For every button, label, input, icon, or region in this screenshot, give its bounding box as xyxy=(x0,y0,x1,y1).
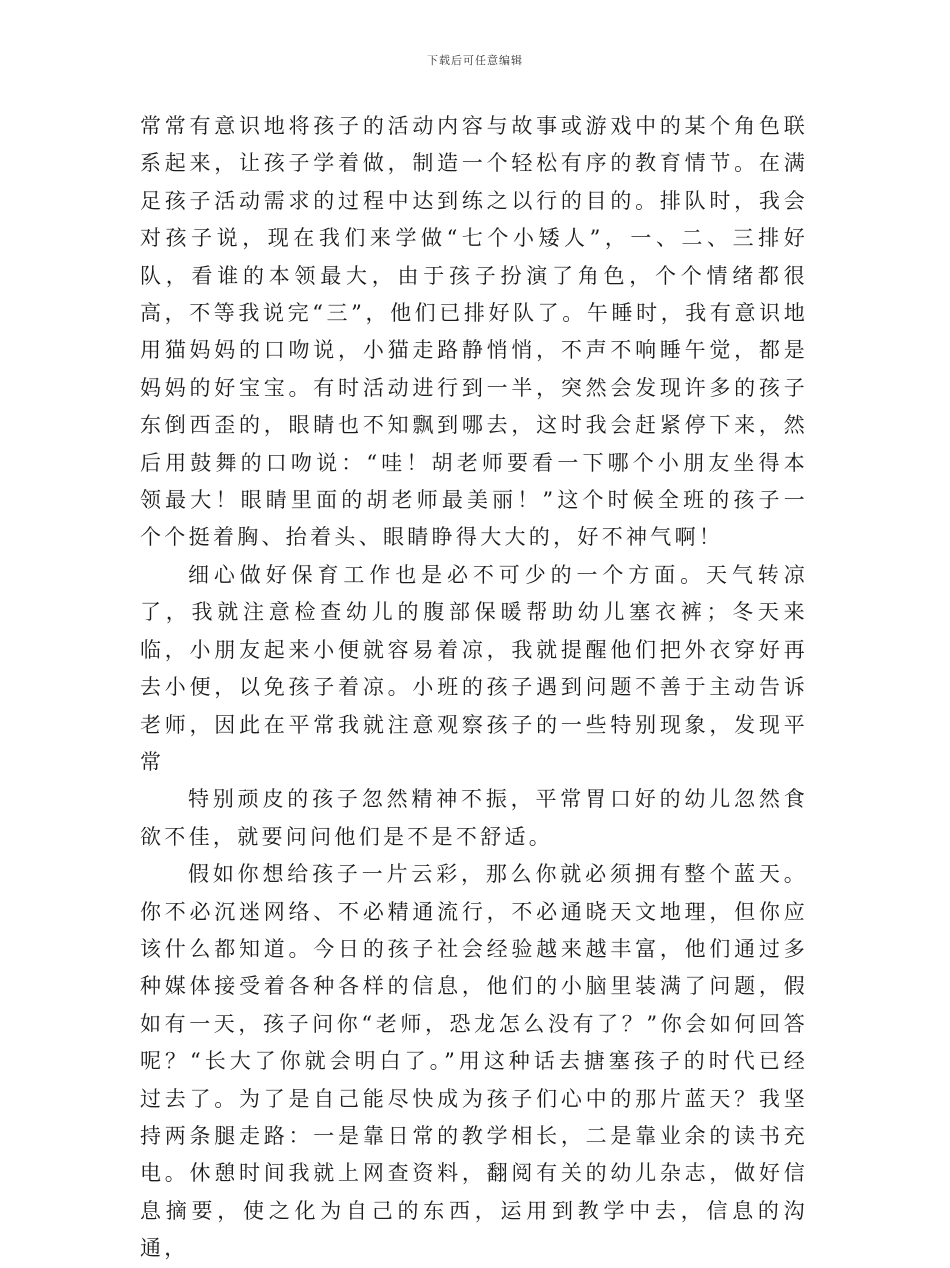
header-note: 下载后可任意编辑 xyxy=(427,54,523,67)
paragraph-1: 常常有意识地将孩子的活动内容与故事或游戏中的某个角色联系起来，让孩子学着做，制造一个轻松有序的教育情节。在满足孩子活动需求的过程中达到练之以行的目的。排队时，我会对孩子说，现在我们来学做“七个小矮人”，一、二、三排好队，看谁的本领最大，由于孩子扮演了角色，个个情绪都很高，不等我说完“三”，他们已排好队了。午睡时，我有意识地用猫妈妈的口吻说，小猫走路静悄悄，不声不响睡午觉，都是妈妈的好宝宝。有时活动进行到一半，突然会发现许多的孩子东倒西歪的，眼睛也不知飘到哪去，这时我会赶紧停下来，然后用鼓舞的口吻说：“哇！胡老师要看一下哪个小朋友坐得本领最大！眼睛里面的胡老师最美丽！”这个时候全班的孩子一个个挺着胸、抬着头、眼睛睁得大大的，好不神气啊！ xyxy=(140,114,808,550)
paragraph-3: 特别顽皮的孩子忽然精神不振，平常胃口好的幼儿忽然食欲不佳，就要问问他们是不是不舒适。 xyxy=(140,787,808,849)
document-body xyxy=(140,108,808,1268)
paragraph-4: 假如你想给孩子一片云彩，那么你就必须拥有整个蓝天。你不必沉迷网络、不必精通流行，不必通晓天文地理，但你应该什么都知道。今日的孩子社会经验越来越丰富，他们通过多种媒体接受着各种各样的信息，他们的小脑里装满了问题，假如有一天，孩子问你“老师，恐龙怎么没有了？”你会如何回答呢？“长大了你就会明白了。”用这种话去搪塞孩子的时代已经过去了。为了是自己能尽快成为孩子们心中的那片蓝天？我坚持两条腿走路：一是靠日常的教学相长，二是靠业余的读书充电。休憩时间我就上网查资料，翻阅有关的幼儿杂志，做好信息摘要，使之化为自己的东西，运用到教学中去，信息的沟通， xyxy=(140,862,808,1261)
paragraph-2: 细心做好保育工作也是必不可少的一个方面。天气转凉了，我就注意检查幼儿的腹部保暖帮助幼儿塞衣裤；冬天来临，小朋友起来小便就容易着凉，我就提醒他们把外衣穿好再去小便，以免孩子着凉。小班的孩子遇到问题不善于主动告诉老师，因此在平常我就注意观察孩子的一些特别现象，发现平常 xyxy=(140,562,808,774)
